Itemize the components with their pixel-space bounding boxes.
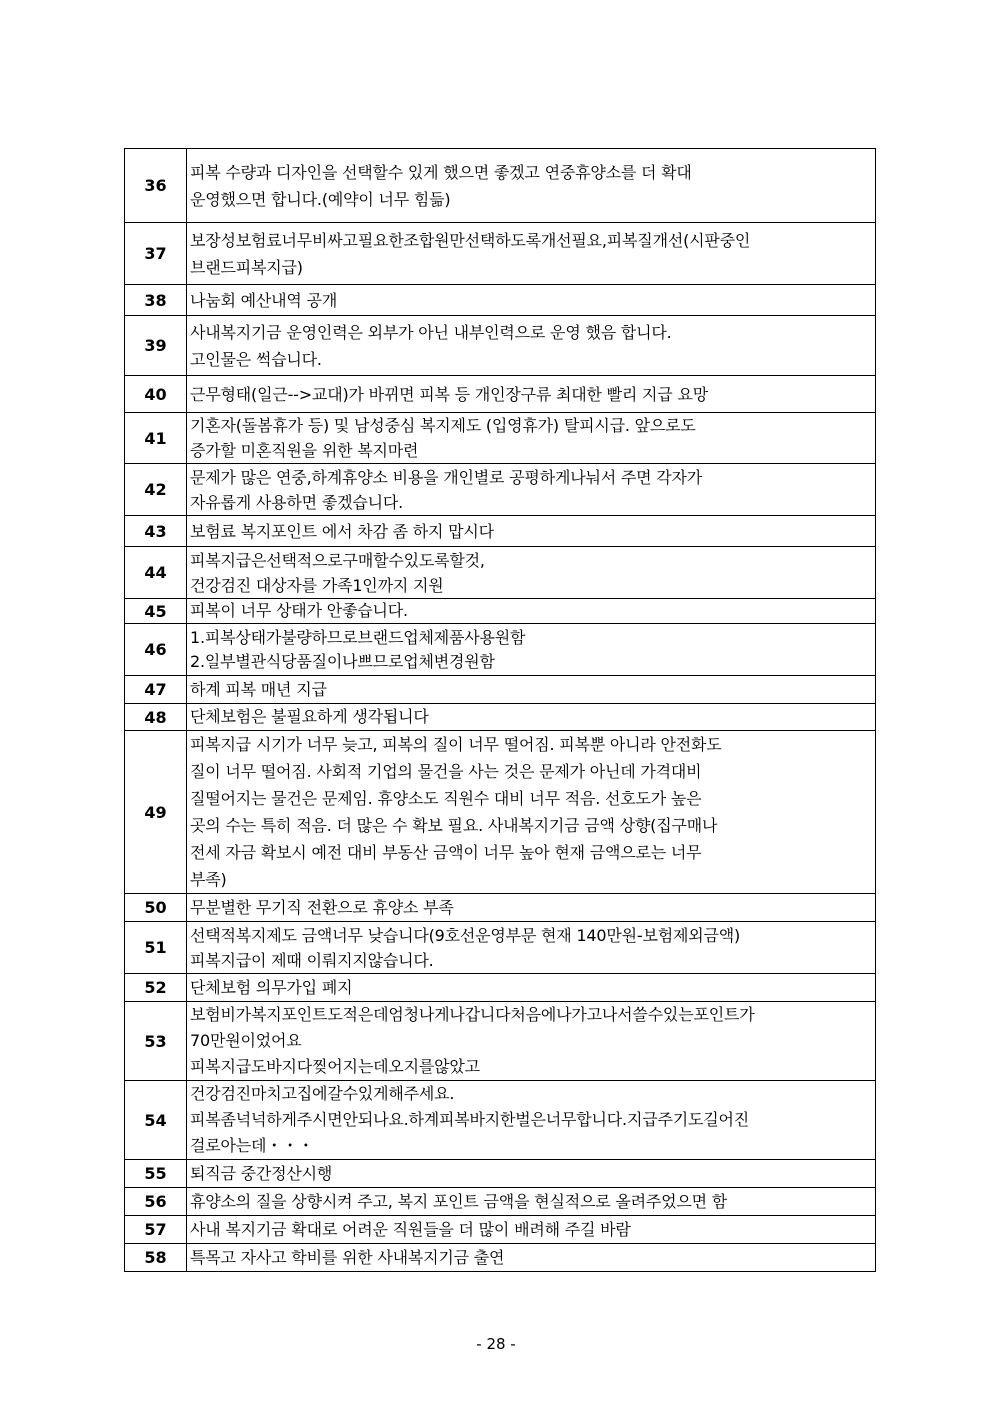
row-number: 49: [125, 731, 187, 894]
row-comment: [187, 413, 876, 464]
comment-line: 보장성보험료너무비싸고필요한조합원만선택하도록개선필요,피복질개선(시판중인: [190, 230, 751, 250]
row-number: 38: [125, 285, 187, 316]
table-row: [125, 547, 876, 599]
comment-line: 특목고 자사고 학비를 위한 사내복지기금 출연: [190, 1247, 505, 1267]
row-comment: [187, 1002, 876, 1081]
row-comment: [187, 974, 876, 1002]
comment-line: 무분별한 무기직 전환으로 휴양소 부족: [190, 897, 454, 917]
comment-line: 질떨어지는 물건은 문제임. 휴양소도 직원수 대비 너무 적음. 선호도가 높은: [190, 789, 702, 808]
comment-line: 피복지급은선택적으로구매할수있도록할것,: [190, 550, 485, 570]
row-number: 43: [125, 516, 187, 547]
comment-line: 나눔회 예산내역 공개: [190, 290, 338, 310]
comment-line: 휴양소의 질을 상향시켜 주고, 복지 포인트 금액을 현실적으로 올려주었으면 함: [190, 1191, 728, 1211]
row-number: 40: [125, 376, 187, 413]
table-row: [125, 316, 876, 376]
comment-line: 선택적복지제도 금액너무 낮습니다(9호선운영부문 현재 140만원-보험제외금액): [190, 925, 741, 945]
comment-line: 전세 자금 확보시 예전 대비 부동산 금액이 너무 높아 현재 금액으로는 너무: [190, 843, 702, 862]
row-comment: [187, 922, 876, 974]
comment-line: 퇴직금 중간정산시행: [190, 1163, 333, 1183]
row-number: 58: [125, 1244, 187, 1272]
table-row: [125, 1188, 876, 1216]
table-row: [125, 149, 876, 223]
table-row: [125, 464, 876, 516]
table-row: [125, 1216, 876, 1244]
comment-line: 피복이 너무 상태가 안좋습니다.: [190, 601, 408, 620]
row-number: 44: [125, 547, 187, 599]
comment-line: 피복지급도바지다찢어지는데오지를않았고: [190, 1057, 480, 1076]
row-comment: [187, 599, 876, 624]
comment-line: 운영했으면 합니다.(예약이 너무 힘듦): [190, 189, 451, 209]
row-comment: [187, 1081, 876, 1160]
comment-line: 70만원이었어요: [190, 1031, 302, 1050]
row-comment: [187, 894, 876, 922]
table-row: [125, 676, 876, 704]
comment-line: 브랜드피복지급): [190, 257, 303, 277]
comment-line: 피복좀넉넉하게주시면안되나요.하계피복바지한벌은너무합니다.지급주기도길어진: [190, 1110, 749, 1129]
row-comment: [187, 223, 876, 285]
table-row: [125, 285, 876, 316]
comment-line: 사내복지기금 운영인력은 외부가 아닌 내부인력으로 운영 했음 합니다.: [190, 322, 672, 342]
row-number: 36: [125, 149, 187, 223]
table-row: [125, 1081, 876, 1160]
row-number: 57: [125, 1216, 187, 1244]
page-number: - 28 -: [476, 1335, 516, 1353]
table-row: [125, 599, 876, 624]
comment-line: 1.피복상태가불량하므로브랜드업체제품사용원함: [190, 627, 526, 647]
row-number: 47: [125, 676, 187, 704]
comment-line: 기혼자(돌봄휴가 등) 및 남성중심 복지제도 (입영휴가) 탈피시급. 앞으로도: [190, 416, 696, 435]
table-row: [125, 922, 876, 974]
comment-line: 보험료 복지포인트 에서 차감 좀 하지 맙시다: [190, 521, 494, 541]
comments-table: [124, 148, 876, 1272]
table-row: [125, 376, 876, 413]
table-row: [125, 413, 876, 464]
row-comment: [187, 1188, 876, 1216]
row-number: 52: [125, 974, 187, 1002]
comment-line: 건강검진 대상자를 가족1인까지 지원: [190, 575, 444, 595]
row-comment: [187, 464, 876, 516]
table-row: [125, 1160, 876, 1188]
comment-line: 자유롭게 사용하면 좋겠습니다.: [190, 492, 403, 512]
comment-line: 부족): [190, 870, 227, 889]
comment-line: 피복지급이 제때 이뤄지지않습니다.: [190, 950, 434, 970]
row-comment: [187, 731, 876, 894]
table-row: [125, 974, 876, 1002]
comment-line: 고인물은 썩습니다.: [190, 349, 322, 369]
row-comment: [187, 1216, 876, 1244]
row-number: 41: [125, 413, 187, 464]
row-comment: [187, 285, 876, 316]
row-comment: [187, 1244, 876, 1272]
row-number: 54: [125, 1081, 187, 1160]
row-number: 50: [125, 894, 187, 922]
comment-line: 증가할 미혼직원을 위한 복지마련: [190, 441, 419, 460]
row-number: 48: [125, 704, 187, 731]
row-number: 53: [125, 1002, 187, 1081]
comment-line: 근무형태(일근-->교대)가 바뀌면 피복 등 개인장구류 최대한 빨리 지급 요망: [190, 384, 708, 404]
comment-line: 곳의 수는 특히 적음. 더 많은 수 확보 필요. 사내복지기금 금액 상향(집구매나: [190, 816, 718, 835]
row-number: 56: [125, 1188, 187, 1216]
row-comment: [187, 1160, 876, 1188]
row-number: 46: [125, 624, 187, 676]
row-comment: [187, 547, 876, 599]
table-row: [125, 516, 876, 547]
comment-line: 단체보험은 불필요하게 생각됩니다: [190, 707, 429, 726]
comment-line: 피복 수량과 디자인을 선택할수 있게 했으면 좋겠고 연중휴양소를 더 확대: [190, 162, 692, 182]
comments-table-body: [125, 149, 876, 1272]
table-row: [125, 894, 876, 922]
table-row: [125, 1244, 876, 1272]
row-comment: [187, 624, 876, 676]
table-row: [125, 624, 876, 676]
row-number: 55: [125, 1160, 187, 1188]
comment-line: 질이 너무 떨어짐. 사회적 기업의 물건을 사는 것은 문제가 아닌데 가격대비: [190, 762, 702, 781]
row-number: 45: [125, 599, 187, 624]
row-number: 39: [125, 316, 187, 376]
row-number: 42: [125, 464, 187, 516]
comment-line: 사내 복지기금 확대로 어려운 직원들을 더 많이 배려해 주길 바람: [190, 1219, 631, 1239]
row-comment: [187, 676, 876, 704]
comment-line: 보험비가복지포인트도적은데엄청나게나갑니다처음에나가고나서쓸수있는포인트가: [190, 1005, 755, 1024]
table-row: [125, 731, 876, 894]
comment-line: 걸로아는데・・・: [190, 1136, 314, 1155]
row-comment: [187, 149, 876, 223]
row-comment: [187, 516, 876, 547]
row-comment: [187, 376, 876, 413]
table-row: [125, 1002, 876, 1081]
comment-line: 문제가 많은 연중,하계휴양소 비용을 개인별로 공평하게나눠서 주면 각자가: [190, 467, 703, 487]
comment-line: 2.일부별관식당품질이나쁘므로업체변경원함: [190, 651, 495, 671]
comment-line: 건강검진마치고집에갈수있게해주세요.: [190, 1084, 455, 1103]
row-number: 37: [125, 223, 187, 285]
table-row: [125, 704, 876, 731]
row-number: 51: [125, 922, 187, 974]
row-comment: [187, 316, 876, 376]
comment-line: 피복지급 시기가 너무 늦고, 피복의 질이 너무 떨어짐. 피복뿐 아니라 안전화도: [190, 735, 722, 754]
comment-line: 하계 피복 매년 지급: [190, 680, 327, 699]
comment-line: 단체보험 의무가입 폐지: [190, 977, 353, 997]
table-row: [125, 223, 876, 285]
row-comment: [187, 704, 876, 731]
